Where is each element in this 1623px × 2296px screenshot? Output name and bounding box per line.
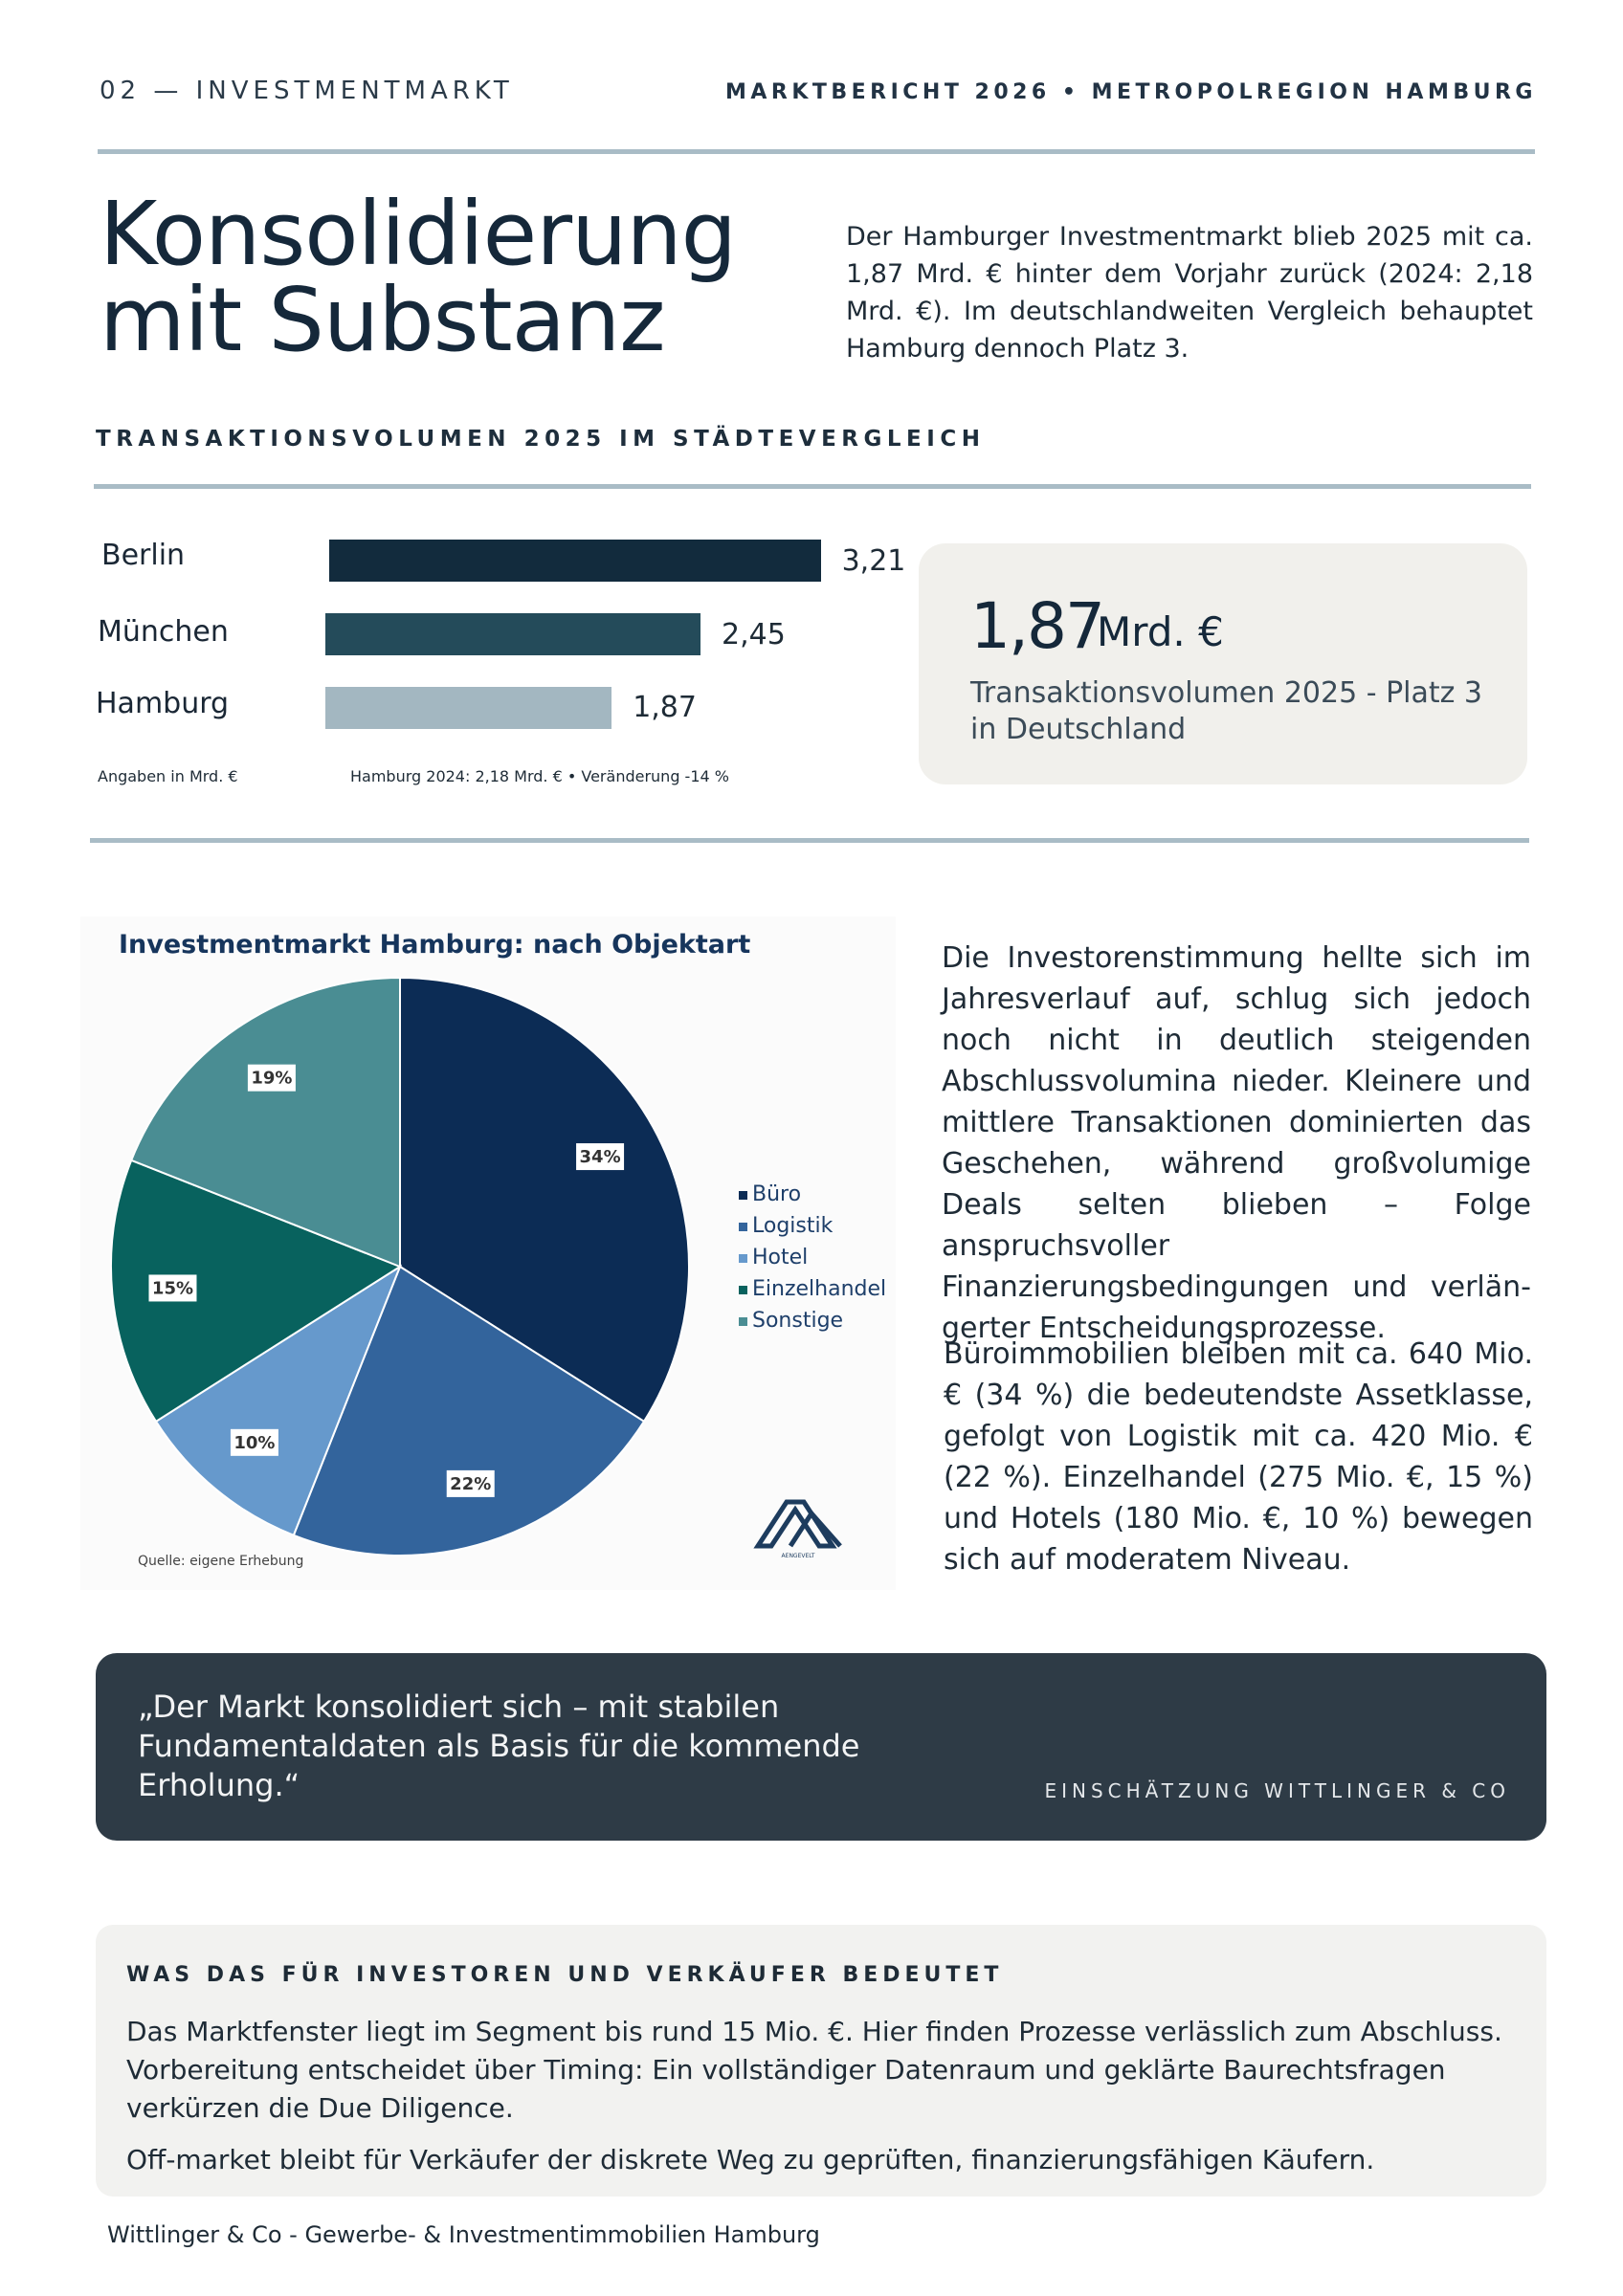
section-kicker: 02 — INVESTMENTMARKT: [100, 77, 514, 105]
bar-label-muenchen: München: [98, 615, 229, 649]
svg-text:22%: 22%: [450, 1473, 492, 1494]
pie-legend: [739, 1182, 886, 1340]
comparison-section-title: TRANSAKTIONSVOLUMEN 2025 IM STÄDTEVERGLEICH: [96, 427, 986, 452]
comparison-top-divider: [94, 484, 1531, 489]
bar-hamburg: [325, 687, 611, 729]
bar-label-hamburg: Hamburg: [96, 687, 230, 720]
footer-text: Wittlinger & Co - Gewerbe- & Investmentimmobilien Hamburg: [107, 2221, 820, 2248]
legend-label: Büro: [752, 1182, 802, 1206]
legend-item-buero: [739, 1182, 886, 1206]
svg-text:15%: 15%: [151, 1278, 194, 1299]
svg-text:19%: 19%: [251, 1068, 293, 1089]
bar-berlin: [329, 540, 821, 582]
page-title-line1: Konsolidierung: [100, 183, 737, 285]
bar-value-muenchen: 2,45: [722, 618, 786, 651]
bar-value-hamburg: 1,87: [633, 691, 697, 724]
pie-source: Quelle: eigene Erhebung: [138, 1554, 304, 1569]
legend-item-hotel: [739, 1246, 886, 1269]
legend-label: Einzelhandel: [752, 1277, 887, 1301]
comparison-bottom-divider: [90, 838, 1529, 843]
body-paragraph-1: Die Investorenstimmung hellte sich im Jahresverlauf auf, schlug sich jedoch noch nicht in deutlich steigenden Abschlussvolumina nieder. Kleinere und mittlere Transaktionen dominierten das Geschehen, während großvolumige Deals selten blieben – Folge anspruchsvoller Finanzierungsbedingungen und verlän- gerter Entscheidungsprozesse.: [942, 941, 1531, 1345]
page-title: [100, 183, 737, 371]
legend-label: Logistik: [752, 1214, 834, 1238]
svg-text:10%: 10%: [233, 1432, 276, 1453]
quote-card: [96, 1653, 1546, 1841]
info-title: WAS DAS FÜR INVESTOREN UND VERKÄUFER BEDEUTET: [126, 1963, 1004, 1987]
stat-value: 1,87: [970, 589, 1103, 663]
company-logo: [752, 1494, 857, 1561]
legend-swatch: [739, 1223, 747, 1231]
bar-muenchen: [325, 613, 700, 655]
legend-swatch: [739, 1191, 747, 1200]
legend-label: Sonstige: [752, 1309, 844, 1333]
pie-label-buero: [576, 1143, 624, 1170]
legend-item-logistik: [739, 1214, 886, 1238]
pie-label-hotel: [231, 1429, 278, 1456]
body-paragraph-2: Büroimmobilien bleiben mit ca. 640 Mio. € (34 %) die bedeutendste Assetklasse, gefolgt von Logistik mit ca. 420 Mio. € (22 %). Einzelhandel (275 Mio. €, 15 %) und Hotels (180 Mio. €, 10 %) bewegen sich auf moderatem Niveau.: [944, 1337, 1533, 1577]
legend-item-sonstige: [739, 1309, 886, 1333]
pie-label-einzelhandel: [148, 1274, 196, 1301]
unit-note: Angaben in Mrd. €: [98, 767, 238, 785]
info-paragraph-1: Das Marktfenster liegt im Segment bis rund 15 Mio. €. Hier finden Prozesse verlässlich zum Abschluss. Vorbereitung entscheidet über Timing: Ein vollständiger Datenraum und geklärte Baurechtsfragen verkürzen die Due Diligence.: [126, 2016, 1502, 2124]
header-divider: [98, 149, 1535, 154]
info-paragraph-2: Off-market bleibt für Verkäufer der diskrete Weg zu geprüften, finanzierungsfähigen Käufern.: [126, 2144, 1375, 2175]
report-kicker: MARKTBERICHT 2026 • METROPOLREGION HAMBURG: [724, 80, 1537, 104]
bar-value-berlin: 3,21: [841, 544, 906, 578]
legend-label: Hotel: [752, 1246, 809, 1269]
pie-label-sonstige: [248, 1065, 296, 1092]
quote-text: „Der Markt konsolidiert sich – mit stabilen Fundamentaldaten als Basis für die kommende Erholung.“: [138, 1689, 860, 1803]
svg-text:34%: 34%: [579, 1147, 621, 1168]
intro-text: Der Hamburger Investmentmarkt blieb 2025 mit ca. 1,87 Mrd. € hinter dem Vorjahr zurück (2024: 2,18 Mrd. €). Im deutschlandweiten Vergleich behauptet Hamburg dennoch Platz 3.: [846, 222, 1533, 364]
investor-info-card: [96, 1925, 1546, 2197]
stat-unit: Mrd. €: [1097, 608, 1224, 655]
legend-swatch: [739, 1254, 747, 1263]
legend-swatch: [739, 1317, 747, 1326]
legend-swatch: [739, 1286, 747, 1294]
pie-chart-panel: [80, 916, 896, 1590]
stat-description: Transaktionsvolumen 2025 - Platz 3 in Deutschland: [970, 676, 1483, 746]
pie-chart-title: Investmentmarkt Hamburg: nach Objektart: [119, 930, 751, 960]
bar-label-berlin: Berlin: [101, 539, 186, 572]
company-logo-text: AENGEVELT: [781, 1553, 815, 1559]
page-title-line2: mit Substanz: [100, 269, 665, 371]
legend-item-einzelhandel: [739, 1277, 886, 1301]
change-note: Hamburg 2024: 2,18 Mrd. € • Veränderung -14 %: [350, 767, 729, 785]
stat-card: [919, 543, 1527, 784]
quote-attribution: EINSCHÄTZUNG WITTLINGER & CO: [1044, 1779, 1510, 1802]
pie-label-logistik: [447, 1470, 495, 1497]
